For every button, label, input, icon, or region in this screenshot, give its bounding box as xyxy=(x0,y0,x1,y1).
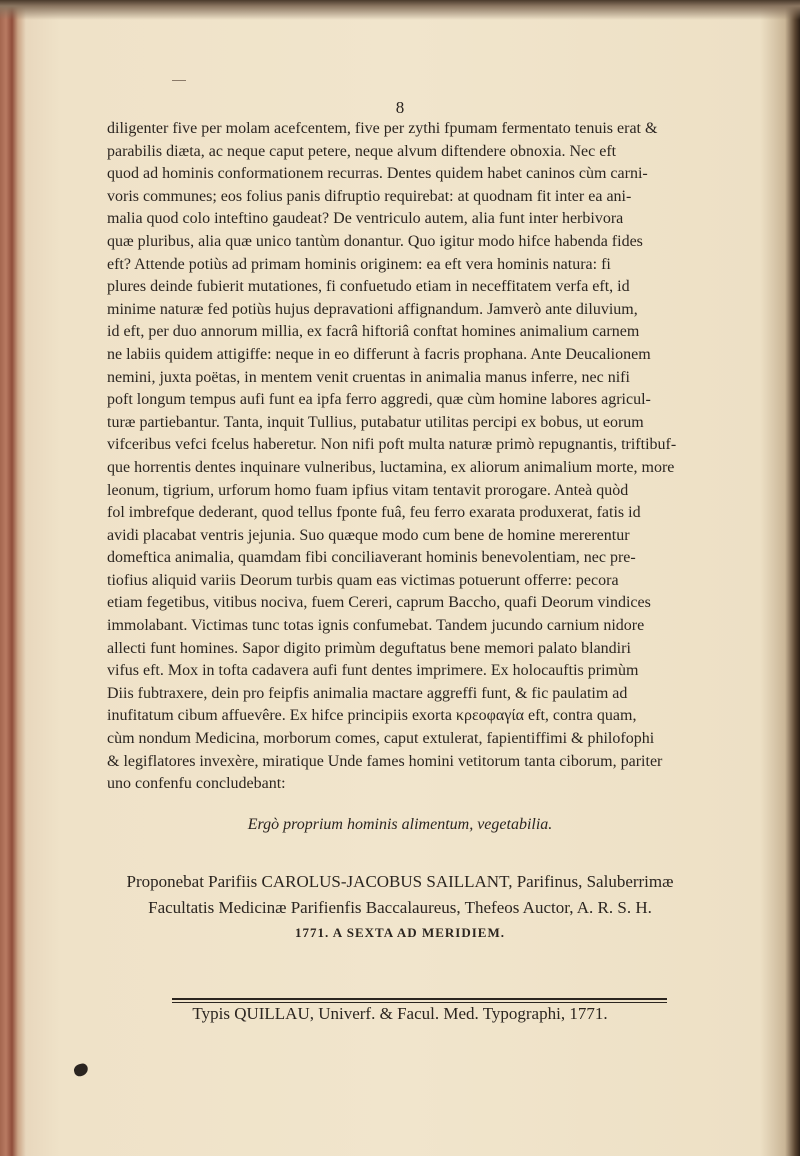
body-line: vifus eft. Mox in tofta cadavera aufi funt dentes imprimere. Ex holocauftis primùm xyxy=(107,662,639,680)
body-line: voris communes; eos folius panis difruptio requirebat: at quodnam fit inter ea ani- xyxy=(107,187,632,205)
proponebat-line-1: Proponebat Parifiis CAROLUS-JACOBUS SAILLANT, Parifinus, Saluberrimæ xyxy=(126,872,674,891)
proponebat-line-2: Facultatis Medicinæ Parifienfis Baccalaureus, Thefeos Auctor, A. R. S. H. xyxy=(148,898,652,917)
body-line: avidi placabat ventris jejunia. Suo quæque modo cum bene de homine mererentur xyxy=(107,526,630,544)
body-line: allecti funt homines. Sapor digito primùm deguftatus bene memori palato blandiri xyxy=(107,639,631,657)
body-line: leonum, tigrium, urforum homo fuam ipfius vitam tentavit prorogare. Anteà quòd xyxy=(107,481,629,499)
page-number: 8 xyxy=(395,98,405,117)
divider-rule xyxy=(172,998,667,1000)
body-line: quæ pluribus, alia quæ unico tantùm donantur. Quo igitur modo hifce habenda fides xyxy=(107,232,643,250)
page-top-shadow xyxy=(0,0,800,20)
body-line: diligenter five per molam acefcentem, five per zythi fpumam fermentato tenuis erat & xyxy=(107,120,658,137)
body-line: ne labiis quidem attigiffe: neque in eo differunt à facris prophana. Ante Deucalionem xyxy=(107,345,651,363)
body-line: plures deinde fubierit mutationes, fi confuetudo etiam in neceffitatem verfa eft, id xyxy=(107,278,630,296)
body-line: immolabant. Victimas tunc totas ignis confumebat. Tandem jucundo carnium nidore xyxy=(107,617,645,635)
body-line: quod ad hominis conformationem recurras. Dentes quidem habet caninos cùm carni- xyxy=(107,165,648,183)
body-line: vifceribus vefci fcelus haberetur. Non nifi poft multa naturæ primò repugnantis, triftibuf- xyxy=(107,436,677,454)
body-line: uno confenfu concludebant: xyxy=(107,775,286,793)
ink-blot xyxy=(73,1062,90,1077)
body-line: nemini, juxta poëtas, in mentem venit cruentas in animalia manus inferre, nec nifi xyxy=(107,368,630,386)
body-line: cùm nondum Medicina, morborum comes, caput extulerat, fapientiffimi & philofophi xyxy=(107,730,655,748)
body-text xyxy=(107,118,794,796)
conclusion: Ergò proprium hominis alimentum, vegetabilia. xyxy=(247,816,553,833)
proponebat-line-3: 1771. A SEXTA AD MERIDIEM. xyxy=(295,925,505,940)
body-line: id eft, per duo annorum millia, ex facrâ hiftoriâ conftat homines animalium carnem xyxy=(107,323,640,341)
body-line: que horrentis dentes inquinare vulneribus, luctamina, ex aliorum animalium morte, more xyxy=(107,458,675,476)
body-line: turæ partiebantur. Tanta, inquit Tullius, putabatur utilitas percipi ex bobus, ut eorum xyxy=(107,413,644,431)
body-line: tiofius aliquid variis Deorum turbis quam eas victimas potuerunt offerre: pecora xyxy=(107,571,619,589)
body-line: & legiflatores invexère, miratique Unde fames homini vetitorum tanta ciborum, pariter xyxy=(107,752,663,770)
body-line: minime naturæ fed potiùs hujus depravationi affignandum. Jamverò ante diluvium, xyxy=(107,300,638,318)
body-line: eft? Attende potiùs ad primam hominis originem: ea eft vera hominis natura: fi xyxy=(107,255,611,273)
body-line: etiam fegetibus, vitibus nociva, fuem Cereri, caprum Baccho, quafi Deorum vindices xyxy=(107,594,651,612)
body-line: parabilis diæta, ac neque caput petere, neque alvum diftendere obnoxia. Nec eft xyxy=(107,142,617,160)
divider-rule-thin xyxy=(172,1002,667,1003)
pencil-mark xyxy=(172,80,186,81)
printer-imprint: Typis QUILLAU, Univerf. & Facul. Med. Typographi, 1771. xyxy=(192,1004,608,1023)
body-line: fol imbrefque dederant, quod tellus fponte fuâ, feu ferro exarata produxerat, fatis id xyxy=(107,504,641,522)
body-line: Diis fubtraxere, dein pro feipfis animalia mactare aggreffi funt, & fic paulatim ad xyxy=(107,684,628,702)
body-line: malia quod colo inteftino gaudeat? De ventriculo autem, alia funt inter herbivora xyxy=(107,210,624,228)
body-line: domeftica animalia, quamdam fibi conciliaverant hominis benevolentiam, nec pre- xyxy=(107,549,636,567)
body-line: poft longum tempus aufi funt ea ipfa ferro aggredi, quæ cùm homine labores agricul- xyxy=(107,391,651,409)
body-line: inufitatum cibum affuevêre. Ex hifce principiis exorta κρεοφαγία eft, contra quam, xyxy=(107,707,637,725)
